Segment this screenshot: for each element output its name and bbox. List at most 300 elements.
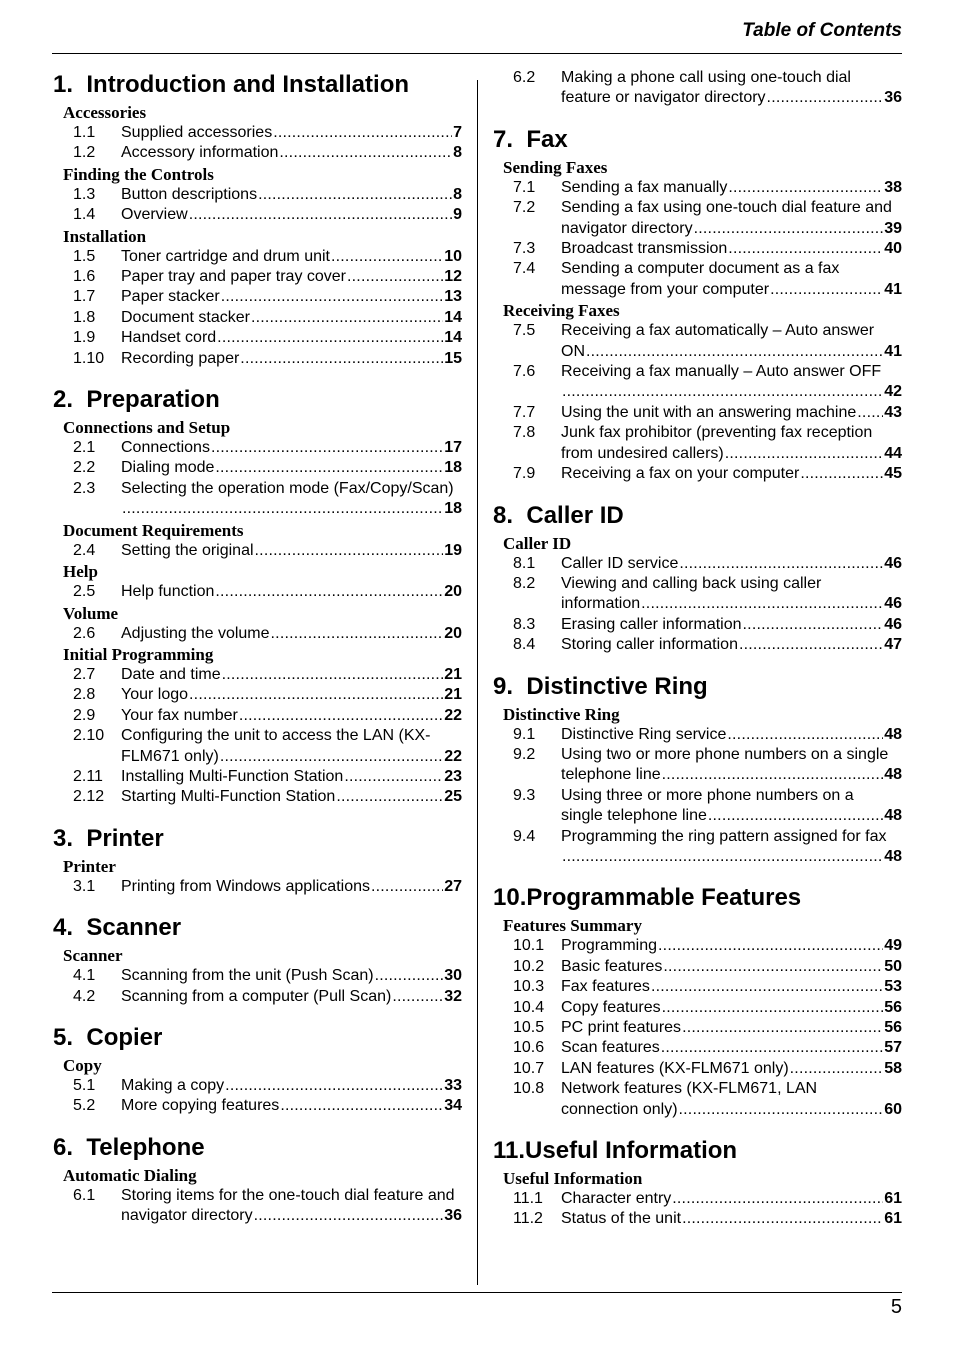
entry-body (121, 267, 462, 287)
entry-body (121, 685, 462, 705)
toc-entry[interactable] (53, 287, 462, 307)
toc-entry[interactable] (53, 877, 462, 897)
entry-page: 48 (884, 725, 902, 743)
entry-title-line: Receiving a fax manually – Auto answer OFF (561, 363, 882, 381)
entry-page: 40 (884, 240, 902, 258)
entry-page: 42 (884, 383, 902, 401)
entry-last-line (121, 787, 462, 807)
entry-body (561, 362, 902, 403)
entry-title-line: Status of the unit (561, 1210, 682, 1228)
dot-leader (682, 1209, 883, 1229)
chapter-number: 1. (53, 71, 74, 98)
entry-body (561, 198, 902, 239)
entry-body (561, 998, 902, 1018)
toc-entry[interactable] (53, 787, 462, 807)
entry-page: 8 (453, 185, 462, 203)
chapter-title: Telephone (86, 1133, 205, 1161)
chapter-gap (493, 1120, 902, 1134)
dot-leader (767, 88, 884, 108)
entry-number: 1.5 (73, 247, 96, 265)
toc-entry[interactable] (493, 554, 902, 574)
entry-page: 23 (444, 767, 462, 785)
entry-body (561, 239, 902, 259)
toc-entry[interactable] (53, 582, 462, 602)
chapter-title: Copier (86, 1023, 163, 1051)
entry-title-line: Starting Multi-Function Station (121, 788, 336, 806)
entry-body (561, 977, 902, 997)
section-heading: Installation (63, 226, 147, 246)
entry-last-line (561, 342, 902, 362)
dot-leader (562, 847, 883, 867)
entry-last-line (121, 685, 462, 705)
entry-body (561, 725, 902, 745)
chapter-title: Useful Information (525, 1137, 738, 1165)
dot-leader (122, 499, 443, 519)
entry-number: 7.2 (513, 199, 536, 217)
entry-page: 34 (444, 1097, 462, 1115)
toc-entry[interactable] (493, 68, 902, 109)
entry-page: 56 (884, 998, 902, 1016)
entry-last-line (561, 178, 902, 198)
entry-title-line: Character entry (561, 1190, 672, 1208)
entry-number: 4.1 (73, 967, 96, 985)
entry-page: 15 (444, 349, 462, 367)
dot-leader (857, 403, 883, 423)
dot-leader (725, 444, 883, 464)
entry-number: 2.3 (73, 479, 96, 497)
toc-entry[interactable] (493, 1189, 902, 1209)
entry-body (121, 1186, 462, 1227)
dot-leader (728, 178, 883, 198)
chapter-number: 5. (53, 1023, 74, 1051)
toc-entry[interactable] (493, 362, 902, 403)
entry-number: 2.5 (73, 583, 96, 601)
entry-number: 1.4 (73, 206, 96, 224)
toc-entry[interactable] (53, 185, 462, 205)
entry-last-line (561, 957, 902, 977)
chapter-gap (53, 1007, 462, 1021)
entry-title-line: from undesired callers) (561, 444, 724, 462)
toc-entry[interactable] (53, 143, 462, 163)
entry-page: 53 (884, 978, 902, 996)
entry-body (121, 726, 462, 767)
dot-leader (770, 280, 883, 300)
entry-title-line: Using two or more phone numbers on a single (561, 745, 889, 763)
entry-title-line: Date and time (121, 665, 221, 683)
toc-entry[interactable] (53, 349, 462, 369)
entry-number: 10.1 (513, 937, 545, 955)
entry-page: 47 (884, 636, 902, 654)
entry-page: 41 (884, 342, 902, 360)
toc-entry[interactable] (493, 403, 902, 423)
entry-body (561, 259, 902, 300)
entry-last-line (561, 280, 902, 300)
dot-leader (586, 342, 883, 362)
entry-body (561, 745, 902, 786)
toc-entry[interactable] (493, 178, 902, 198)
chapter-number: 6. (53, 1133, 74, 1161)
entry-title-line: Toner cartridge and drum unit (121, 247, 330, 265)
entry-page: 46 (884, 595, 902, 613)
entry-body (121, 787, 462, 807)
toc-entry[interactable] (53, 267, 462, 287)
dot-leader (662, 998, 884, 1018)
entry-title-line: PC print features (561, 1019, 682, 1036)
chapter-number: 3. (53, 824, 74, 852)
entry-title-line: LAN features (KX-FLM671 only) (561, 1059, 789, 1077)
toc-entry[interactable] (493, 321, 902, 362)
toc-entry[interactable] (53, 123, 462, 143)
entry-number: 10.8 (513, 1080, 545, 1098)
chapter-heading (53, 383, 462, 417)
entry-last-line (121, 308, 462, 328)
dot-leader (254, 1206, 444, 1226)
entry-title-line: navigator directory (121, 1207, 253, 1225)
toc-entry[interactable] (493, 1038, 902, 1058)
entry-body (121, 624, 462, 644)
chapter-title: Distinctive Ring (526, 672, 708, 700)
entry-page: 20 (444, 624, 462, 642)
entry-last-line (121, 328, 462, 348)
chapter-heading (53, 1021, 462, 1055)
chapter-number: 11. (493, 1137, 526, 1165)
entry-page: 48 (884, 807, 902, 825)
chapter-heading (493, 670, 902, 704)
entry-number: 10.3 (513, 978, 545, 996)
entry-body (561, 1079, 902, 1120)
entry-title-line: Caller ID service (561, 554, 679, 572)
section-heading: Automatic Dialing (63, 1165, 197, 1185)
chapter-heading (53, 822, 462, 856)
entry-last-line (121, 499, 462, 519)
dot-leader (662, 765, 884, 785)
entry-page: 46 (884, 615, 902, 633)
entry-title-line: Erasing caller information (561, 615, 742, 633)
toc-entry[interactable] (53, 1186, 462, 1227)
entry-title-line: navigator directory (561, 219, 693, 237)
toc-entry[interactable] (493, 725, 902, 745)
section-heading: Connections and Setup (63, 418, 231, 438)
entry-body (121, 541, 462, 561)
section-heading: Features Summary (503, 916, 642, 936)
entry-last-line (561, 765, 902, 785)
entry-title-line: Setting the original (121, 541, 254, 559)
section-heading: Volume (63, 603, 119, 623)
chapter-gap (53, 808, 462, 822)
toc-entry[interactable] (493, 1079, 902, 1120)
toc-entry[interactable] (53, 328, 462, 348)
entry-number: 8.2 (513, 574, 536, 592)
entry-number: 10.4 (513, 998, 545, 1016)
dot-leader (225, 1076, 443, 1096)
dot-leader (217, 328, 443, 348)
toc-entry[interactable] (53, 479, 462, 520)
entry-body (121, 438, 462, 458)
entry-title-line: Sending a fax manually (561, 178, 728, 196)
chapter-heading (493, 123, 902, 157)
toc-entry[interactable] (53, 987, 462, 1007)
dot-leader (255, 541, 444, 561)
entry-body (561, 786, 902, 827)
entry-page: 50 (884, 957, 902, 975)
entry-title-line: Storing items for the one-touch dial feature and (121, 1186, 455, 1204)
dot-leader (743, 615, 884, 635)
entry-last-line (121, 247, 462, 267)
toc-entry[interactable] (53, 247, 462, 267)
chapter-number: 8. (493, 501, 514, 529)
entry-title-line: Using the unit with an answering machine (561, 403, 857, 421)
section-heading: Sending Faxes (503, 157, 608, 177)
section-heading: Caller ID (503, 533, 572, 553)
toc-entry[interactable] (493, 786, 902, 827)
entry-number: 1.3 (73, 185, 96, 203)
toc-entry[interactable] (493, 423, 902, 464)
entry-number: 9.2 (513, 745, 536, 763)
entry-last-line (561, 88, 902, 108)
entry-page: 56 (884, 1019, 902, 1036)
entry-title-line: Installing Multi-Function Station (121, 767, 344, 785)
entry-last-line (561, 847, 902, 867)
toc-entry[interactable] (493, 464, 902, 484)
dot-leader (347, 267, 443, 287)
entry-title-line: telephone line (561, 766, 661, 784)
entry-number: 1.8 (73, 308, 96, 326)
toc-entry[interactable] (53, 665, 462, 685)
section-heading: Receiving Faxes (503, 301, 620, 321)
entry-number: 9.3 (513, 786, 536, 804)
entry-body (561, 635, 902, 655)
dot-leader (800, 464, 883, 484)
entry-page: 25 (444, 788, 462, 806)
toc-entry[interactable] (493, 957, 902, 977)
entry-title-line: feature or navigator directory (561, 89, 766, 107)
entry-number: 10.5 (513, 1019, 545, 1036)
toc-entry[interactable] (53, 1076, 462, 1096)
dot-leader (679, 1100, 884, 1120)
toc-entry[interactable] (53, 541, 462, 561)
entry-body (561, 615, 902, 635)
entry-body (561, 403, 902, 423)
entry-last-line (121, 541, 462, 561)
toc-right-column (493, 68, 902, 1230)
entry-number: 9.4 (513, 827, 536, 845)
entry-last-line (121, 767, 462, 787)
toc-entry[interactable] (53, 1096, 462, 1116)
entry-number: 2.11 (73, 767, 103, 785)
toc-entry[interactable] (493, 1018, 902, 1038)
entry-body (561, 464, 902, 484)
toc-entry[interactable] (53, 458, 462, 478)
toc-entry[interactable] (493, 1059, 902, 1079)
entry-body (561, 321, 902, 362)
entry-last-line (561, 977, 902, 997)
entry-body (121, 328, 462, 348)
toc-entry[interactable] (53, 685, 462, 705)
entry-page: 17 (444, 439, 462, 457)
entry-title-line: Scanning from the unit (Push Scan) (121, 967, 374, 985)
entry-number: 11.1 (513, 1190, 543, 1208)
entry-page: 44 (884, 444, 902, 462)
entry-page: 13 (444, 288, 462, 306)
entry-number: 2.4 (73, 541, 96, 559)
dot-leader (728, 239, 883, 259)
entry-page: 49 (884, 937, 902, 955)
entry-last-line (121, 349, 462, 369)
entry-title-line: connection only) (561, 1100, 678, 1118)
column-divider (477, 80, 478, 1285)
entry-title-line: Network features (KX-FLM671, LAN (561, 1080, 818, 1098)
entry-number: 11.2 (513, 1210, 543, 1228)
section-heading: Distinctive Ring (503, 704, 620, 724)
entry-title-line: Handset cord (121, 329, 217, 347)
entry-body (561, 936, 902, 956)
entry-title-line: Printing from Windows applications (121, 877, 370, 895)
entry-last-line (561, 219, 902, 239)
chapter-gap (493, 867, 902, 881)
toc-entry[interactable] (493, 198, 902, 239)
entry-last-line (121, 987, 462, 1007)
chapter-heading (493, 881, 902, 915)
toc-entry[interactable] (493, 635, 902, 655)
toc-entry[interactable] (493, 574, 902, 615)
chapter-heading (493, 499, 902, 533)
entry-title-line: ON (561, 342, 585, 360)
chapter-heading (493, 1134, 902, 1168)
entry-title-line: Accessory information (121, 144, 279, 162)
toc-entry[interactable] (493, 1209, 902, 1229)
toc-entry[interactable] (493, 745, 902, 786)
entry-body (121, 308, 462, 328)
toc-entry[interactable] (493, 977, 902, 997)
dot-leader (790, 1059, 884, 1079)
entry-page: 21 (444, 665, 462, 683)
toc-entry[interactable] (53, 205, 462, 225)
dot-leader (215, 582, 443, 602)
chapter-gap (493, 109, 902, 123)
entry-last-line (121, 267, 462, 287)
toc-entry[interactable] (53, 308, 462, 328)
entry-title-line: Receiving a fax on your computer (561, 465, 800, 483)
entry-body (121, 123, 462, 143)
entry-title-line: Button descriptions (121, 185, 258, 203)
entry-title-line: Viewing and calling back using caller (561, 574, 822, 592)
dot-leader (222, 665, 444, 685)
section-heading: Copy (63, 1055, 102, 1075)
toc-entry[interactable] (53, 624, 462, 644)
toc-entry[interactable] (53, 706, 462, 726)
entry-last-line (561, 594, 902, 614)
entry-page: 48 (884, 847, 902, 865)
toc-entry[interactable] (53, 767, 462, 787)
dot-leader (375, 966, 444, 986)
entry-last-line (561, 1209, 902, 1229)
toc-entry[interactable] (53, 726, 462, 767)
toc-entry[interactable] (53, 966, 462, 986)
toc-entry[interactable] (493, 936, 902, 956)
entry-number: 3.1 (73, 877, 96, 895)
dot-leader (651, 977, 883, 997)
entry-title-line: Document stacker (121, 308, 250, 326)
entry-number: 8.1 (513, 554, 536, 572)
chapter-number: 4. (53, 914, 74, 942)
dot-leader (221, 287, 443, 307)
toc-entry[interactable] (493, 827, 902, 868)
entry-title-line: Scan features (561, 1039, 660, 1057)
entry-body (121, 706, 462, 726)
entry-title-line: More copying features (121, 1097, 280, 1115)
entry-title-line: Making a copy (121, 1076, 225, 1094)
entry-last-line (121, 143, 462, 163)
entry-body (561, 554, 902, 574)
entry-body (121, 143, 462, 163)
entry-last-line (121, 1206, 462, 1226)
entry-last-line (561, 1018, 902, 1038)
entry-last-line (561, 1038, 902, 1058)
entry-number: 1.10 (73, 349, 105, 367)
chapter-title: Printer (86, 824, 164, 852)
dot-leader (694, 219, 884, 239)
section-heading: Printer (63, 856, 116, 876)
section-heading: Document Requirements (63, 520, 244, 540)
entry-last-line (561, 554, 902, 574)
entry-number: 5.1 (73, 1076, 96, 1094)
entry-body (121, 987, 462, 1007)
entry-number: 10.6 (513, 1039, 545, 1057)
entry-title-line: Programming (561, 937, 658, 955)
dot-leader (271, 624, 444, 644)
section-heading: Help (63, 562, 98, 582)
entry-body (121, 287, 462, 307)
entry-body (121, 877, 462, 897)
entry-title-line: Basic features (561, 957, 663, 975)
toc-entry[interactable] (493, 239, 902, 259)
entry-title-line: Fax features (561, 978, 650, 996)
entry-title-line: Making a phone call using one-touch dial (561, 69, 851, 86)
entry-number: 6.2 (513, 69, 536, 86)
entry-page: 60 (884, 1100, 902, 1118)
entry-page: 57 (884, 1039, 902, 1057)
entry-title-line: message from your computer (561, 280, 770, 298)
entry-number: 2.9 (73, 706, 96, 724)
toc-entry[interactable] (53, 438, 462, 458)
toc-entry[interactable] (493, 615, 902, 635)
entry-page: 7 (453, 124, 462, 141)
entry-title-line: Adjusting the volume (121, 624, 270, 642)
chapter-title: Fax (526, 125, 568, 153)
dot-leader (279, 143, 452, 163)
entry-page: 20 (444, 583, 462, 601)
entry-last-line (561, 444, 902, 464)
entry-page: 27 (444, 877, 462, 895)
entry-page: 22 (444, 706, 462, 724)
entry-body (561, 1209, 902, 1229)
dot-leader (280, 1096, 443, 1116)
dot-leader (392, 987, 443, 1007)
entry-title-line: Selecting the operation mode (Fax/Copy/Scan) (121, 479, 454, 497)
toc-entry[interactable] (493, 259, 902, 300)
dot-leader (220, 747, 443, 767)
dot-leader (661, 1038, 883, 1058)
entry-title-line: Using three or more phone numbers on a (561, 786, 854, 804)
toc-entry[interactable] (493, 998, 902, 1018)
entry-last-line (121, 123, 462, 143)
entry-last-line (561, 1189, 902, 1209)
entry-number: 2.6 (73, 624, 96, 642)
entry-body (561, 957, 902, 977)
chapter-gap (53, 897, 462, 911)
dot-leader (708, 806, 883, 826)
dot-leader (189, 205, 452, 225)
